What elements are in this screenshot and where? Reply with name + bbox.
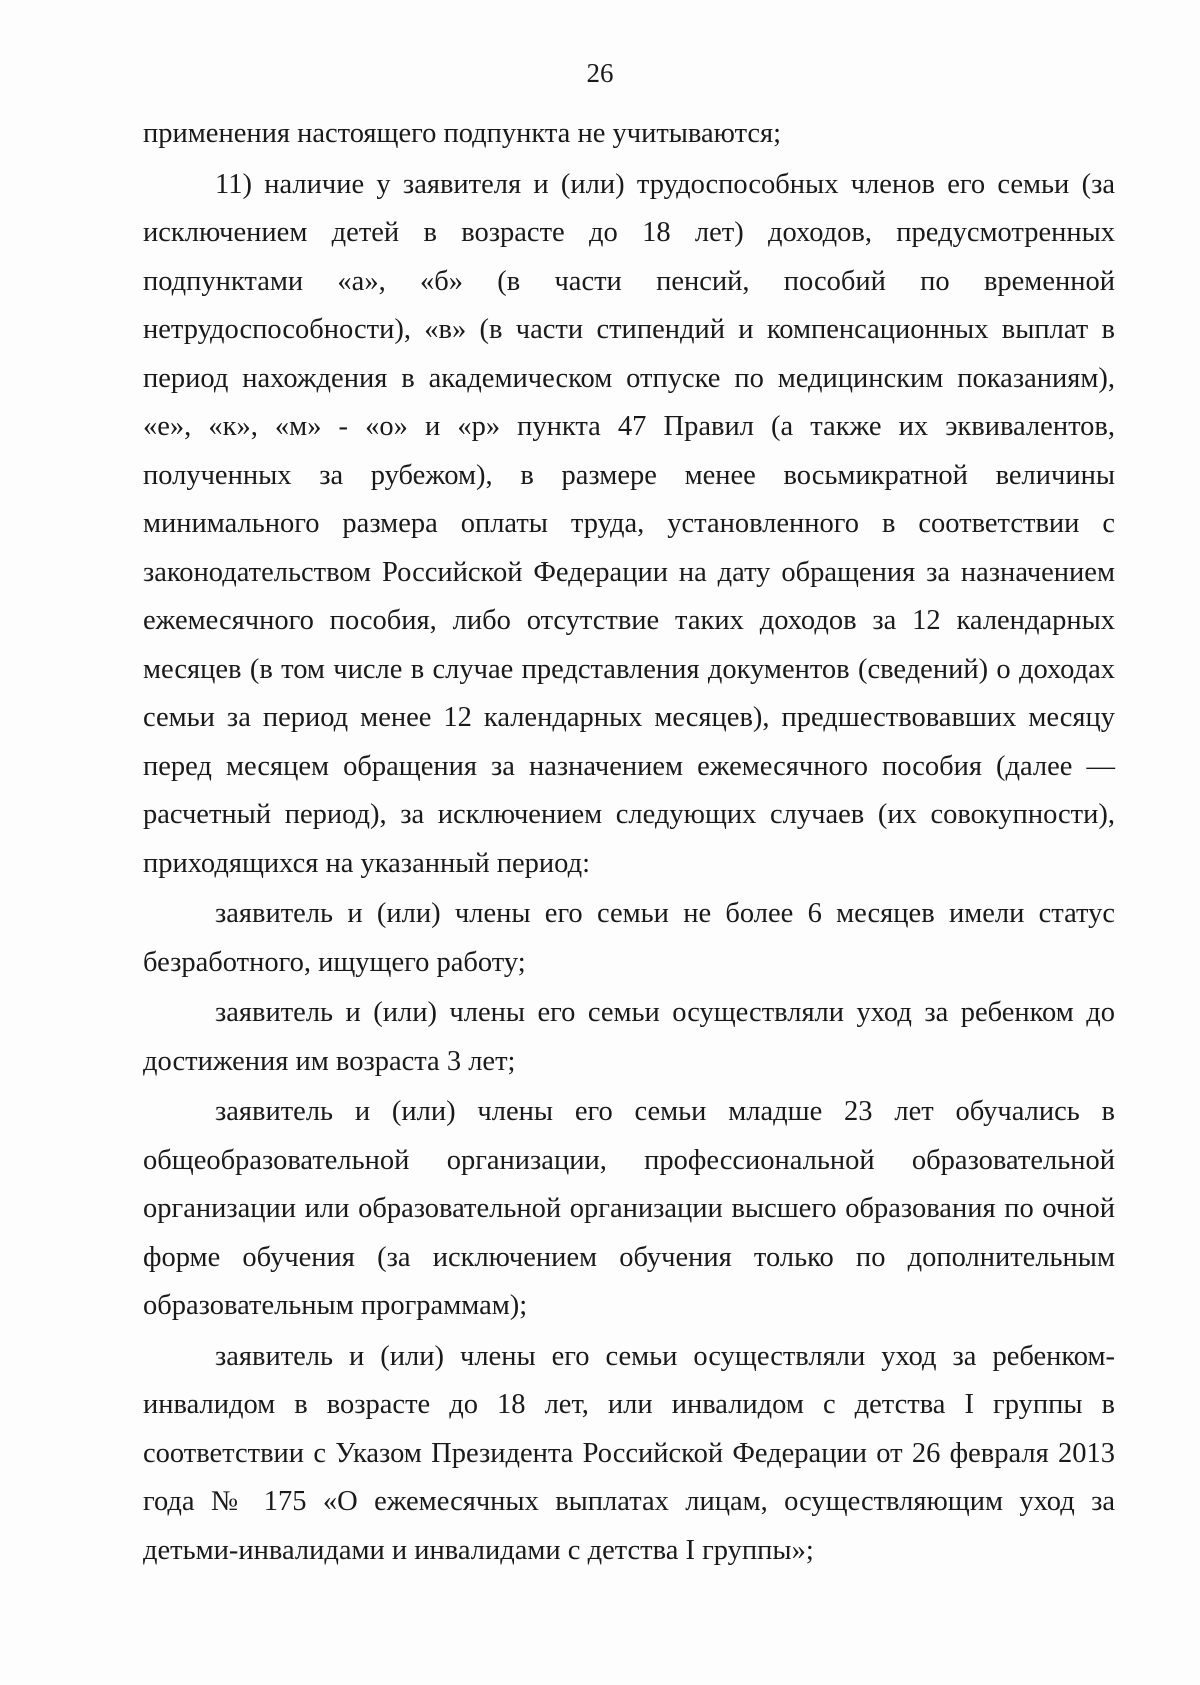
paragraph-continuation: применения настоящего подпункта не учитываются; bbox=[143, 118, 782, 149]
document-body bbox=[143, 110, 1115, 1575]
paragraph-unemployed-status: заявитель и (или) члены его семьи не более 6 месяцев имели статус безработного, ищущего работу; bbox=[143, 898, 1115, 978]
page-number: 26 bbox=[586, 58, 614, 88]
paragraph-item-11: 11) наличие у заявителя и (или) трудоспособных членов его семьи (за исключением детей в возрасте до 18 лет) доходов, предусмотренных подпунктами «а», «б» (в части пенсий, пособий по временной нетрудоспособности), «в» (в части стипендий и компенсационных выплат в период нахождения в академическом отпуске по медицинским показаниям), «е», «к», «м» - «о» и «р» пункта 47 Правил (а также их эквивалентов, полученных за рубежом), в размере менее восьмикратной величины минимального размера оплаты труда, установленного в соответствии с законодательством Российской Федерации на дату обращения за назначением ежемесячного пособия, либо отсутствие таких доходов за 12 календарных месяцев (в том числе в случае представления документов (сведений) о доходах семьи за период менее 12 календарных месяцев), предшествовавших месяцу перед месяцем обращения за назначением ежемесячного пособия (далее — расчетный период), за исключением следующих случаев (их совокупности), приходящихся на указанный период: bbox=[143, 168, 1115, 879]
paragraph-child-care: заявитель и (или) члены его семьи осуществляли уход за ребенком до достижения им возраста 3 лет; bbox=[143, 997, 1115, 1077]
paragraph-education: заявитель и (или) члены его семьи младше 23 лет обучались в общеобразовательной организации, профессиональной образовательной организации или образовательной организации высшего образования по очной форме обучения (за исключением обучения только по дополнительным образовательным программам); bbox=[143, 1096, 1115, 1321]
paragraph-disabled-care: заявитель и (или) члены его семьи осуществляли уход за ребенком-инвалидом в возрасте до 18 лет, или инвалидом с детства I группы в соответствии с Указом Президента Российской Федерации от 26 февраля 2013 года № 175 «О ежемесячных выплатах лицам, осуществляющим уход за детьми-инвалидами и инвалидами с детства I группы»; bbox=[143, 1340, 1115, 1566]
